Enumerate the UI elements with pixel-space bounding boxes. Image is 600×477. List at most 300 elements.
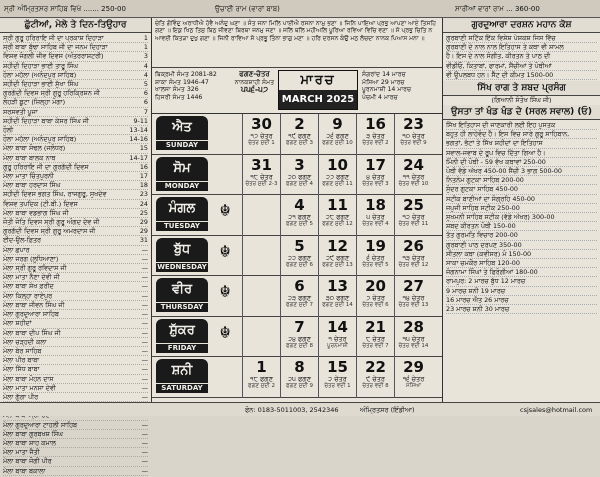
tithi-text: ਫਗਣ ਸੁਦੀ 10 — [322, 140, 353, 146]
top-strip — [0, 0, 600, 18]
desi-date: ੧੯ ਫਗਣ — [288, 132, 311, 140]
date-number: 28 — [403, 317, 424, 336]
desi-date: ੩੦ ਫਗਣ — [325, 294, 350, 302]
raag-title: ਸਿੱਖ ਰਾਗ ਤੇ ਸ਼ਬਦ ਪ੍ਰਸੰਗ — [443, 81, 600, 96]
top-strip-mid: ਉਚਾਈ ਰਾਮ (ਵਾਰਾਂ ਬਾਬ) — [215, 5, 280, 13]
holiday-date: 14-16 — [129, 135, 148, 144]
date-cell — [280, 317, 318, 358]
tithi-text: ਚੇਤਰ ਸੁਦੀ 1 — [248, 140, 275, 146]
book-line: ਸਟੀਕ ਬਾਣੀਆਂ ਦਾ ਸੰਗ੍ਰਹਿ 450-00 — [446, 195, 597, 204]
desi-date: ੨੬ ਫਗਣ — [326, 132, 349, 140]
book-line: 23 ਮਾਰਚ ਸ਼ਨੀ 30 ਮਾਰਚ — [446, 305, 597, 314]
month-title-english: MARCH 2025 — [279, 90, 357, 109]
books-list-1 — [443, 33, 600, 81]
holiday-item — [3, 375, 148, 384]
day-name-english: SUNDAY — [156, 141, 208, 150]
date-cell — [318, 317, 356, 358]
holiday-name: ਮੇਲਾ ਬਾਬਾ ਗੁਰਬਖਸ਼ ਸਿੰਘ — [3, 429, 63, 438]
holiday-date: 31 — [139, 236, 148, 245]
holiday-date: 23 — [139, 190, 148, 199]
month-info-bar — [152, 68, 442, 114]
date-cell — [242, 317, 280, 358]
holiday-name: ਮੇਲਾ ਬਾਬਾ ਬਕਾਲਾ — [3, 466, 46, 475]
holiday-date: — — [141, 310, 148, 319]
books-column — [442, 18, 600, 416]
books-title: ਗੁਰਦੁਆਰਾ ਦਰਸ਼ਨ ਮਹਾਨ ਕੋਸ਼ — [443, 18, 600, 33]
holiday-date: — — [141, 300, 148, 309]
holiday-item — [3, 172, 148, 181]
day-name-english: MONDAY — [156, 182, 208, 191]
holiday-name: ਹੋਲਾ ਮਹੱਲਾ (ਅਨੰਦਪੁਰ ਸਾਹਿਬ) — [3, 135, 77, 144]
holiday-item — [3, 439, 148, 448]
holiday-item — [3, 329, 148, 338]
tithi-text: ਚੇਤਰ ਵਦੀ 8 — [362, 383, 389, 389]
special-day-line: ਸੰਗਰਾਂਦ 14 ਮਾਰਚ — [362, 71, 406, 78]
holiday-item — [3, 282, 148, 291]
tithi-text: ਚੇਤਰ ਵਦੀ 14 — [398, 342, 429, 349]
book-line: ਸਾਕਾ ਚਮਕੌਰ ਸਾਹਿਬ 120-00 — [446, 259, 597, 268]
holiday-date: — — [141, 356, 148, 365]
nanakshahi-label: ਨਾਨਕਸ਼ਾਹੀ ਸੰਮਤ — [234, 78, 275, 86]
date-cell — [394, 195, 432, 236]
holiday-item — [3, 264, 148, 273]
date-cell — [280, 236, 318, 277]
day-name-punjabi: ਵੀਰ — [156, 278, 208, 302]
holiday-name: ਮੇਲਾ ਬਾਬਾ ਮੋਹਨ ਦਾਸ — [3, 374, 54, 383]
holiday-date: 13-14 — [129, 126, 148, 135]
desi-date: ੪ ਚੇਤਰ — [366, 172, 385, 181]
holiday-item — [3, 108, 148, 117]
holiday-name: ਮੇਲਾ ਜਰਗ (ਲੁਧਿਆਣਾ) — [3, 254, 59, 263]
date-number: 9 — [332, 115, 343, 133]
date-number: 18 — [365, 196, 386, 214]
books-list-3 — [443, 120, 600, 315]
tithi-text: ਚੇਤਰ ਵਦੀ 13 — [398, 302, 429, 308]
date-number: 16 — [365, 115, 386, 133]
date-number: 1 — [256, 358, 267, 376]
month-hymn: ਚੇਤਿ ਗੋਵਿੰਦੁ ਅਰਾਧੀਐ ਹੋਵੈ ਅਨੰਦੁ ਘਣਾ ॥ ਸੰਤ ਜਨਾ ਮਿਲਿ ਪਾਈਐ ਰਸਨਾ ਨਾਮੁ ਭਣਾ ॥ ਜਿਨਿ ਪਾਇਆ ਪ੍ਰਭੁ ਆਪਣਾ ਆਏ ਤਿਸਹਿ ਗਣਾ ॥ ਇਕੁ ਖਿਨੁ ਤਿਸੁ ਬਿਨੁ ਜੀਵਣਾ ਬਿਰਥਾ ਜਨਮੁ ਜਣਾ ॥ ਜਲਿ ਥਲਿ ਮਹੀਅਲਿ ਪੂਰਿਆ ਰਵਿਆ ਵਿਚਿ ਵਣਾ ॥ ਸੋ ਪ੍ਰਭੁ ਚਿਤਿ ਨ ਆਵਈ ਕਿਤੜਾ ਦੁਖੁ ਗਣਾ ॥ ਜਿਨੀ ਰਾਵਿਆ ਸੋ ਪ੍ਰਭੂ ਤਿੰਨਾ ਭਾਗੁ ਮਣਾ ॥ ਹਰਿ ਦਰਸਨ ਕੰਉ ਮਨੁ ਲੋਚਦਾ ਨਾਨਕ ਪਿਆਸ ਮਨਾ ॥ — [152, 18, 442, 68]
book-line: ਵੀਡੀਓ, ਕਿਤਾਬਾਂ, ਫਾਰਮਾਂ, ਸੈਂਚੀਆਂ ਤੇ ਪੋਥੀਆਂ — [446, 62, 597, 71]
date-number: 8 — [294, 358, 305, 376]
phagun-label: ਫਗਣ-ਚੇਤਰ — [239, 70, 270, 78]
khanda-icon: ☬ — [219, 322, 231, 342]
desi-date: ੨੨ ਫਗਣ — [287, 253, 312, 262]
date-cell — [280, 114, 318, 155]
holiday-name: ਮੇਲਾ ਸ਼ਹੀਦਾਂ — [3, 319, 32, 328]
tithi-text: ਫਗਣ ਸੁਦੀ 12 — [322, 221, 353, 227]
holiday-date: — — [141, 365, 148, 374]
holiday-name: ਮੇਲਾ ਬਾਬਾ ਸੋਢਲ (ਜਲੰਧਰ) — [3, 144, 66, 153]
date-number: 23 — [403, 115, 424, 133]
date-number: 6 — [294, 277, 305, 295]
book-line: ਗੁਰਬਾਣੀ ਦੇ ਨਾਲ ਨਾਲ ਇਤਿਹਾਸ ਤੇ ਕਥਾ ਵੀ ਸ਼ਾਮਲ — [446, 43, 597, 52]
desi-date: ੮ ਚੇਤਰ — [366, 334, 385, 343]
holiday-name: ਮੇਲਾ ਮਾਤਾ ਮਨਸਾ ਦੇਵੀ — [3, 383, 56, 392]
holiday-name: ਹੋਲਾ ਮਹੱਲਾ (ਅਨੰਦਪੁਰ ਸਾਹਿਬ) — [3, 70, 77, 79]
holiday-name: ਗੁਰਗੱਦੀ ਦਿਵਸ ਸ੍ਰੀ ਗੁਰੂ ਹਰਿਕ੍ਰਿਸ਼ਨ ਜੀ — [3, 89, 100, 98]
holiday-item — [3, 338, 148, 347]
calendar-column — [152, 18, 442, 416]
tithi-text: ਚੇਤਰ ਵਦੀ 10 — [398, 180, 429, 187]
holiday-name: ਹੋਲੀ — [3, 126, 14, 135]
holiday-date: 5 — [143, 80, 148, 89]
week-row-sunday — [152, 114, 442, 155]
holiday-date: — — [141, 466, 148, 475]
desi-date: ੧੦ ਚੇਤਰ — [402, 132, 425, 140]
date-number: 17 — [365, 155, 386, 174]
tithi-text: ਚੇਤਰ ਵਦੀ 9 — [400, 140, 427, 146]
book-line: ਜੰਗਨਾਮਾ ਸਿੰਘਾਂ ਤੇ ਫਿਰੰਗੀਆਂ 180-00 — [446, 268, 597, 277]
holiday-item — [3, 255, 148, 264]
holiday-name: ਮੇਲਾ ਬਾਬਾ ਹਰਦਾਸ ਸਿੰਘ — [3, 181, 61, 190]
year-code: ਪ੫੬-੫੭ — [240, 85, 269, 95]
desi-date: ੫ ਚੇਤਰ — [366, 213, 385, 221]
book-line: 16 ਮਾਰਚ ਐਤ 26 ਮਾਰਚ — [446, 296, 597, 305]
holiday-name: ਵਿਸ਼ਵ ਜੰਗਲੀ ਜੀਵ ਦਿਵਸ (ਅੰਤਰਰਾਸ਼ਟਰੀ) — [3, 52, 104, 61]
holiday-item — [3, 467, 148, 476]
era-list — [155, 71, 230, 101]
tithi-text: ਚੇਤਰ ਵਦੀ 5 — [362, 261, 389, 268]
tithi-text: ਪੂਰਨਮਾਸ਼ੀ — [327, 342, 348, 349]
date-cell — [394, 357, 432, 398]
book-line: ਰਾਮਪੁਰ: 2 ਮਾਰਚ ਬੁੱਧ 12 ਮਾਰਚ — [446, 277, 597, 286]
date-cell — [394, 317, 432, 358]
date-cell — [356, 195, 394, 236]
date-cell — [242, 114, 280, 155]
desi-date: ੧੧ ਚੇਤਰ — [402, 172, 425, 181]
date-number: 22 — [365, 358, 386, 376]
tithi-text: ਫਗਣ ਸੁਦੀ 7 — [286, 302, 313, 308]
book-line: ਹੈ। ਇਸ ਦੇ ਨਾਲ ਸੰਗੀਤ, ਕੀਰਤਨ ਤੇ ਪਾਠ ਦੀ — [446, 52, 597, 61]
desi-date: ੨੭ ਫਗਣ — [325, 172, 350, 181]
date-cell — [280, 357, 318, 398]
book-line: ਮਿੰਨੀ ਦੀ ਪੋਥੀ - 59 ਵੱਖ ਕਥਾਵਾਂ 250-00 — [446, 158, 597, 167]
desi-date: ੧ ਚੇਤਰ — [328, 334, 347, 343]
day-name-english: WEDNESDAY — [157, 262, 207, 271]
book-line: ਵੀ ਉਪਲਬਧ ਹਨ। ਸੈੱਟ ਦੀ ਕੀਮਤ 1500-00 — [446, 71, 597, 80]
holiday-date: 24 — [139, 199, 148, 208]
holiday-date: 14-17 — [129, 153, 148, 162]
book-line: ਸ਼ਬਦ ਕੀਰਤਨ ਪੋਥੀ 150-00 — [446, 222, 597, 231]
holiday-name: ਮੇਲਾ ਬਾਬਾ ਜੀਵਨ ਸਿੰਘ ਜੀ — [3, 300, 65, 309]
holiday-item — [3, 246, 148, 255]
holiday-name: ਮੇਲਾ ਮਾਤਾ ਨੈਣਾ ਦੇਵੀ ਜੀ — [3, 273, 60, 282]
holiday-name: ਮੇਲਾ ਕਿਲ੍ਹਾ ਰਾਏਪੁਰ — [3, 291, 53, 300]
holiday-item — [3, 457, 148, 466]
book-line: ਸੀਤਲਾ ਕਥਾ (ਕਵੀਸਰ) ਮੰ 150-00 — [446, 250, 597, 259]
holiday-name: ਮੇਲਾ ਮਾਤਾ ਜੈਤੀ — [3, 448, 40, 457]
holiday-name: ਲੋਹੜੀ ਬੂਟਾ (ਜ਼ਿਲ੍ਹਾ ਮੋਗਾ) — [3, 98, 66, 107]
holiday-item — [3, 80, 148, 89]
tithi-text: ਚੇਤਰ ਵਦੀ 6 — [362, 302, 389, 308]
holiday-item — [3, 356, 148, 365]
book-line: ਗੁਰਬਾਣੀ ਸਟਿੱਕ ਇੱਕ ਵਿਸ਼ੇਸ਼ ਪੇਸ਼ਕਸ਼ ਜਿਸ ਵਿੱਚ — [446, 34, 597, 43]
holiday-item — [3, 135, 148, 144]
holiday-item — [3, 43, 148, 52]
holiday-item — [3, 448, 148, 457]
tithi-text: ਚੇਤਰ ਵਦੀ 3 — [362, 180, 389, 187]
date-cell — [318, 236, 356, 277]
holiday-date: 6 — [143, 98, 148, 107]
tithi-text: ਫਗਣ ਸੁਦੀ 13 — [322, 261, 353, 268]
holiday-date: 29 — [139, 227, 148, 236]
date-cell — [318, 114, 356, 155]
tithi-text: ਚੇਤਰ ਵਦੀ 2 — [362, 140, 389, 146]
holiday-name: ਮੇਲਾ ਚੜ੍ਹਦੀ ਕਲਾ — [3, 337, 47, 346]
holiday-item — [3, 430, 148, 439]
week-row-wednesday — [152, 236, 442, 277]
holiday-date: 1 — [143, 34, 148, 42]
date-cell — [356, 114, 394, 155]
holiday-date: — — [141, 438, 148, 447]
footer-bar — [0, 402, 600, 416]
holiday-name: ਸ਼ਹੀਦੀ ਦਿਹਾੜਾ ਬਾਬਾ ਕੇਸਰ ਸਿੰਘ ਜੀ — [3, 116, 89, 125]
holiday-item — [3, 62, 148, 71]
holiday-name: ਮੇਲਾ ਮਾਤਾ ਚਿੰਤਪੁਰਨੀ — [3, 172, 54, 181]
desi-date: ੬ ਚੇਤਰ — [366, 253, 385, 262]
holiday-date: — — [141, 264, 148, 273]
holiday-item — [3, 310, 148, 319]
holiday-name: ਮੇਲਾ ਗੁੱਗਾ ਪੀਰ — [3, 392, 39, 401]
special-day-line: ਪੰਚਮੀ 4 ਮਾਰਚ — [362, 93, 398, 101]
holiday-date: 16 — [139, 162, 148, 171]
holiday-name: ਮੇਲਾ ਗੁਰਦੁਆਰਾ ਟਾਹਲੀ ਸਾਹਿਬ — [3, 420, 77, 429]
holiday-name: ਮੇਲਾ ਪੀਰ ਬਾਬਾ — [3, 356, 40, 365]
date-number: 27 — [403, 277, 424, 295]
holiday-name: ਮੇਲਾ ਬਾਬਾ ਸ਼ਾਹ ਕਮਾਲ — [3, 438, 56, 447]
holiday-date: 1 — [143, 43, 148, 52]
day-label — [156, 319, 208, 353]
day-name-punjabi: ਬੁੱਧ — [156, 238, 208, 262]
holiday-item — [3, 292, 148, 301]
tithi-text: ਚੇਤਰ ਵਦੀ 11 — [398, 221, 429, 227]
khanda-icon: ☬ — [219, 282, 231, 301]
holiday-date: 29 — [139, 218, 148, 227]
date-cell — [394, 236, 432, 277]
holiday-date: — — [141, 346, 148, 355]
holiday-name: ਮੇਲਾ ਗੁਰਦੁਆਰਾ ਸਾਹਿਬ — [3, 310, 59, 319]
holiday-name: ਮੇਲਾ ਬਾਬਾ ਬਾਲਕ ਨਾਥ — [3, 153, 56, 162]
date-cell — [356, 357, 394, 398]
date-cell — [280, 155, 318, 196]
date-number: 31 — [251, 155, 272, 174]
holiday-date: — — [141, 319, 148, 328]
footer-city: ਅੰਮ੍ਰਿਤਸਰ (ਇੰਡੀਆ) — [360, 406, 415, 414]
holiday-name: ਜੋਤੀ ਜੋਤਿ ਦਿਵਸ ਸ੍ਰੀ ਗੁਰੂ ਅੰਗਦ ਦੇਵ ਜੀ — [3, 218, 100, 227]
day-name-english: TUESDAY — [156, 222, 208, 231]
day-label — [156, 157, 208, 191]
day-label — [156, 116, 208, 150]
date-cell — [394, 155, 432, 196]
holiday-item — [3, 227, 148, 236]
desi-date: ੨੯ ਫਗਣ — [325, 253, 350, 262]
day-name-punjabi: ਸ਼ਨੀ — [156, 359, 208, 383]
holiday-name: ਮੇਲਾ ਬਾਬਾ ਜੋਗੀ ਪੀਰ — [3, 457, 52, 466]
holiday-item — [3, 319, 148, 328]
desi-date: ੧੬ ਚੇਤਰ — [402, 375, 425, 383]
holiday-name: ਮੇਲਾ ਸਿੱਧ ਬਾਬਾ — [3, 365, 40, 374]
date-number: 29 — [403, 358, 424, 376]
desi-date: ੨੪ ਫਗਣ — [288, 334, 311, 343]
date-number: 11 — [327, 196, 348, 214]
holiday-item — [3, 89, 148, 98]
desi-date: ੨੧ ਫਗਣ — [288, 213, 311, 221]
book-line: ਬਹੁਤ ਹੀ ਲਾਹੇਵੰਦ ਹੈ। ਇਸ ਵਿਚ ਸਾਰੇ ਗੁਰੂ ਸਾਹਿਬਾਨ, — [446, 130, 597, 139]
book-line: ਸਿੱਖ ਇਤਿਹਾਸ ਦੀ ਜਾਣਕਾਰੀ ਲਈ ਇਹ ਪੁਸਤਕ — [446, 121, 597, 130]
desi-date: ੨ ਚੇਤਰ — [328, 375, 347, 383]
day-name-english: THURSDAY — [156, 303, 208, 312]
khanda-icon: ☬ — [219, 241, 231, 261]
tithi-text: ਚੇਤਰ ਵਦੀ 4 — [362, 221, 389, 227]
date-number: 12 — [327, 236, 348, 255]
era-line: ਬਿਕ੍ਰਮੀ ਸੰਮਤ 2081-82 — [155, 71, 217, 78]
holiday-name: ਮੇਲਾ ਬਾਬਾ ਵਡਭਾਗ ਸਿੰਘ ਜੀ — [3, 208, 69, 217]
holiday-item — [3, 200, 148, 209]
holiday-name: ਮੇਲਾ ਛਪਾਰ — [3, 245, 30, 254]
holiday-item — [3, 236, 148, 245]
holiday-name: ਸ਼ਹੀਦੀ ਦਿਹਾੜਾ ਭਾਈ ਤਾਰੂ ਸਿੰਘ — [3, 61, 79, 70]
holiday-name: ਮੇਲਾ ਬੇਰ ਸਾਹਿਬ — [3, 346, 42, 355]
desi-date: ੯ ਚੇਤਰ — [366, 375, 385, 383]
tithi-text: ਫਗਣ ਸੁਦੀ 9 — [286, 383, 313, 389]
holiday-date: 7 — [143, 107, 148, 116]
date-cell — [318, 276, 356, 317]
date-cell — [280, 195, 318, 236]
holiday-name: ਸਰਸਵਤੀ ਪੂਜਾ — [3, 107, 38, 116]
footer-email: csjsales@hotmail.com — [520, 406, 593, 414]
holiday-date: — — [141, 420, 148, 429]
week-row-friday — [152, 317, 442, 358]
holiday-date: 4 — [143, 61, 148, 70]
date-cell — [242, 276, 280, 317]
date-number: 24 — [403, 155, 424, 174]
holiday-name: ਸ੍ਰੀ ਬਾਬਾ ਬੁੱਢਾ ਸਾਹਿਬ ਜੀ ਦਾ ਜਨਮ ਦਿਹਾੜਾ — [3, 43, 108, 52]
era-line: ਸ਼ਾਕਾ ਸੰਮਤ 1946-47 — [155, 78, 209, 86]
desi-date: ੩ ਚੇਤਰ — [366, 132, 385, 140]
sawal-title: ਉਸਤਾ ਤਾਂ ਖੰਡ ਖੰਡ ਦੇ (ਸਰਲ ਸਵਾਲ) (ਓ) — [443, 105, 600, 120]
date-cell — [318, 195, 356, 236]
date-cell — [242, 155, 280, 196]
week-row-saturday — [152, 357, 442, 398]
date-cell — [242, 357, 280, 398]
holiday-name: ਗੁਰੂ ਹਰਿਰਾਇ ਜੀ ਦਾ ਗੁਰਗੱਦੀ ਦਿਵਸ — [3, 162, 89, 171]
holiday-item — [3, 117, 148, 126]
date-cell — [356, 236, 394, 277]
desi-date: ੧੨ ਚੇਤਰ — [402, 213, 425, 221]
holiday-date: 15 — [139, 144, 148, 153]
raag-subtitle: (ਗਿਆਨੀ ਸੰਤੋਖ ਸਿੰਘ ਜੀ) — [491, 96, 552, 105]
tithi-text: ਫਗਣ ਸੁਦੀ 11 — [322, 180, 353, 187]
book-line: ਸੁਖਮਨੀ ਸਾਹਿਬ ਸਟੀਕ (ਵੱਡੇ ਅੱਖਰ) 300-00 — [446, 213, 597, 222]
week-row-tuesday — [152, 195, 442, 236]
holiday-item — [3, 154, 148, 163]
holiday-item — [3, 126, 148, 135]
holidays-title: ਛੁੱਟੀਆਂ, ਮੇਲੇ ਤੇ ਦਿਨ-ਤਿਉਹਾਰ — [0, 18, 151, 33]
date-cell — [356, 317, 394, 358]
holiday-date: 4 — [143, 70, 148, 79]
month-title-box — [278, 70, 358, 110]
date-cell — [242, 236, 280, 277]
season-info — [232, 71, 277, 94]
desi-date: ੨੫ ਫਗਣ — [288, 375, 311, 383]
holiday-item — [3, 421, 148, 430]
date-number: 2 — [294, 115, 305, 133]
holiday-date: — — [141, 383, 148, 392]
tithi-text: ਫਗਣ ਸੁਦੀ 5 — [286, 221, 313, 227]
date-cell — [280, 276, 318, 317]
date-cell — [394, 114, 432, 155]
holiday-name: ਮੇਲਾ ਸ੍ਰੀ ਗੁਰੂ ਰਵਿਦਾਸ ਜੀ — [3, 264, 67, 273]
book-line: ਭਗਤਾਂ, ਭੱਟਾਂ ਤੇ ਸਿੱਖ ਸ਼ਹੀਦਾਂ ਦਾ ਇਤਿਹਾਸ — [446, 139, 597, 148]
tithi-text: ਚੇਤਰ ਸੁਦੀ 2-3 — [245, 180, 278, 187]
tithi-text: ਫਗਣ ਸੁਦੀ 3 — [286, 140, 313, 146]
holiday-date: 9-11 — [133, 116, 148, 125]
khanda-icon: ☬ — [219, 201, 231, 220]
day-name-english: FRIDAY — [156, 344, 208, 353]
desi-date: ੧੩ ਚੇਤਰ — [402, 253, 425, 262]
holiday-date: — — [141, 254, 148, 263]
date-number: 7 — [294, 317, 305, 336]
holiday-date: 17 — [139, 172, 148, 181]
footer-phone: ਫੋਨ: 0183-5011003, 2542346 — [245, 406, 339, 414]
date-number: 5 — [294, 236, 305, 255]
holiday-name: ਈਦ-ਉਲ-ਫ਼ਿਤਰ — [3, 236, 42, 245]
week-row-thursday — [152, 276, 442, 317]
tithi-text: ਫਗਣ ਸੁਦੀ 14 — [322, 302, 353, 308]
tithi-text: ਫਗਣ ਸੁਦੀ 4 — [286, 180, 313, 187]
date-number: 20 — [365, 277, 386, 295]
holiday-item — [3, 384, 148, 393]
book-line: ਸੁੰਦਰ ਗੁਟਕਾ ਸਾਹਿਬ 450-00 — [446, 185, 597, 194]
tithi-text: ਚੇਤਰ ਵਦੀ 7 — [362, 342, 389, 349]
holiday-item — [3, 163, 148, 172]
day-name-punjabi: ਸ਼ੁੱਕਰ — [156, 319, 208, 343]
date-number: 25 — [403, 196, 424, 214]
holiday-date: — — [141, 374, 148, 383]
holiday-date: — — [141, 337, 148, 346]
desi-date: ੧੫ ਚੇਤਰ — [402, 334, 425, 343]
date-number: 3 — [294, 155, 305, 174]
date-number: 14 — [327, 317, 348, 336]
holiday-name: ਮੇਲਾ ਬਾਬਾ ਸ਼ੇਖ ਫ਼ਰੀਦ — [3, 282, 54, 291]
date-number: 19 — [365, 236, 386, 255]
holiday-name: ਮੇਲਾ ਬਾਬਾ ਦੀਪ ਸਿੰਘ ਜੀ — [3, 328, 61, 337]
date-cell — [356, 155, 394, 196]
holiday-date: — — [141, 392, 148, 401]
era-line: ਹਿਜਰੀ ਸੰਮਤ 1446 — [155, 93, 203, 101]
desi-date: ੧੪ ਚੇਤਰ — [402, 294, 425, 302]
holiday-item — [3, 52, 148, 61]
holiday-item — [3, 190, 148, 199]
date-cell — [394, 276, 432, 317]
holiday-item — [3, 393, 148, 402]
book-line: ਜਪੁਜੀ ਸਾਹਿਬ ਸਟੀਕ 250-00 — [446, 204, 597, 213]
book-line: ਨਿਤਨੇਮ ਗੁਟਕਾ ਸਾਹਿਬ 200-00 — [446, 176, 597, 185]
date-number: 15 — [327, 358, 348, 376]
desi-date: ੨੮ ਫਗਣ — [325, 213, 350, 221]
tithi-text: ਚੇਤਰ ਵਦੀ 12 — [398, 261, 429, 268]
holiday-date: 18 — [139, 181, 148, 190]
holiday-item — [3, 273, 148, 282]
holiday-date: — — [141, 273, 148, 282]
week-row-monday — [152, 155, 442, 196]
desi-date: ੧੭ ਚੇਤਰ — [250, 132, 273, 140]
holiday-item — [3, 347, 148, 356]
day-label — [156, 278, 208, 312]
book-line: ਸਵਾਲ-ਜਵਾਬ ਦੇ ਰੂਪ ਵਿਚ ਦਿੱਤਾ ਗਿਆ ਹੈ। — [446, 149, 597, 158]
special-day-line: ਪੂਰਨਮਾਸ਼ੀ 14 ਮਾਰਚ — [362, 86, 412, 94]
holidays-column — [0, 18, 152, 475]
